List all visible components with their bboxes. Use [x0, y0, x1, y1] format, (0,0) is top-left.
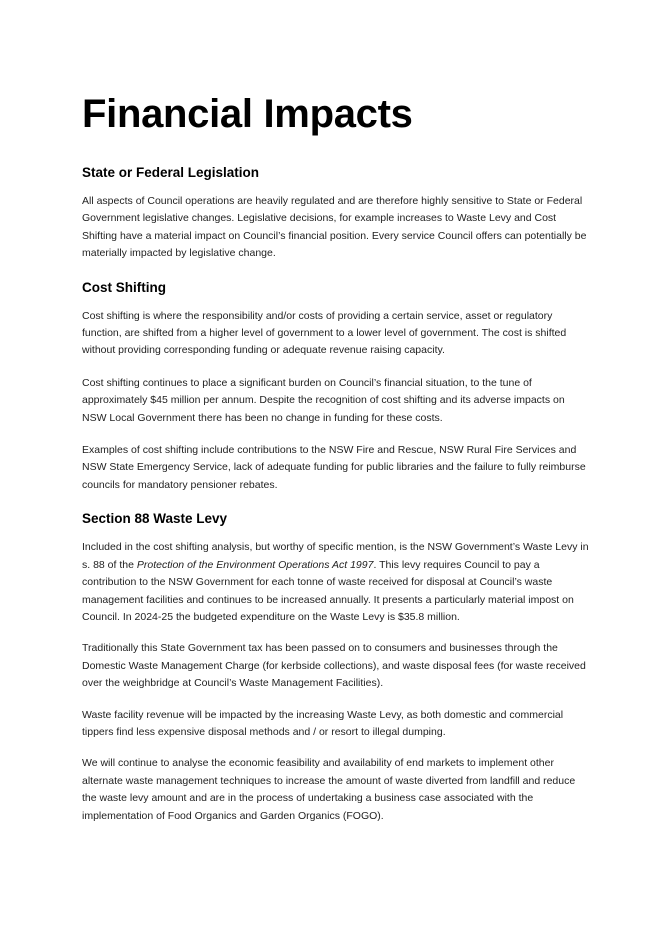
section-heading: Cost Shifting [82, 279, 166, 295]
section-cost-shifting [82, 279, 592, 495]
paragraph-text: . This levy requires Council to pay a contribution to the NSW Government for each tonne of waste received for disposal at Council’s waste management facilities and continues to be increased annually. It presents a particularly material impost on Council. In 2024-25 the budgeted expenditure on the Waste Levy is $35.8 million. [82, 558, 574, 623]
act-title: Protection of the Environment Operations Act 1997 [136, 558, 374, 571]
paragraph: Traditionally this State Government tax has been passed on to consumers and businesses through the Domestic Waste Management Charge (for kerbside collections), and waste disposal fees (for waste received over the weighbridge at Council’s Waste Management Facilities). [82, 642, 586, 690]
document-page [82, 88, 592, 840]
paragraph [82, 539, 592, 626]
paragraph: Waste facility revenue will be impacted by the increasing Waste Levy, as both domestic and commercial tippers find less expensive disposal methods and / or resort to illegal dumping. [82, 708, 564, 738]
section-heading: Section 88 Waste Levy [82, 511, 228, 527]
page-title: Financial Impacts [82, 92, 413, 136]
paragraph: Cost shifting is where the responsibility and/or costs of providing a certain service, asset or regulatory function, are shifted from a higher level of government to a lower level of government. The cost is shifted without providing corresponding funding or adequate revenue raising capacity. [82, 309, 567, 357]
paragraph: Examples of cost shifting include contributions to the NSW Fire and Rescue, NSW Rural Fire Services and NSW State Emergency Service, lack of adequate funding for public libraries and the failure to fully reimburse councils for mandatory pensioner rebates. [82, 444, 586, 491]
section-waste-levy [82, 510, 592, 825]
section-state-federal-legislation [82, 164, 592, 263]
paragraph: All aspects of Council operations are heavily regulated and are therefore highly sensitive to State or Federal Government legislative changes. Legislative decisions, for example increases to Waste Levy and Cost Shifting have a material impact on Council’s financial position. Every service Council offers can potentially be materially impacted by legislative change. [82, 195, 587, 260]
section-heading: State or Federal Legislation [82, 165, 260, 180]
paragraph: We will continue to analyse the economic feasibility and availability of end markets to implement other alternate waste management techniques to increase the amount of waste diverted from landfill and reduce the waste levy amount and are in the process of undertaking a business case associated with the implementation of Food Organics and Garden Organics (FOGO). [82, 757, 576, 822]
paragraph: Cost shifting continues to place a significant burden on Council’s financial situation, to the tune of approximately $45 million per annum. Despite the recognition of cost shifting and its adverse impacts on NSW Local Government there has been no change in funding for these costs. [82, 376, 565, 424]
paragraph-text: Included in the cost shifting analysis, but worthy of specific mention, is the NSW Government’s Waste Levy in s. 88 of the [82, 541, 589, 571]
